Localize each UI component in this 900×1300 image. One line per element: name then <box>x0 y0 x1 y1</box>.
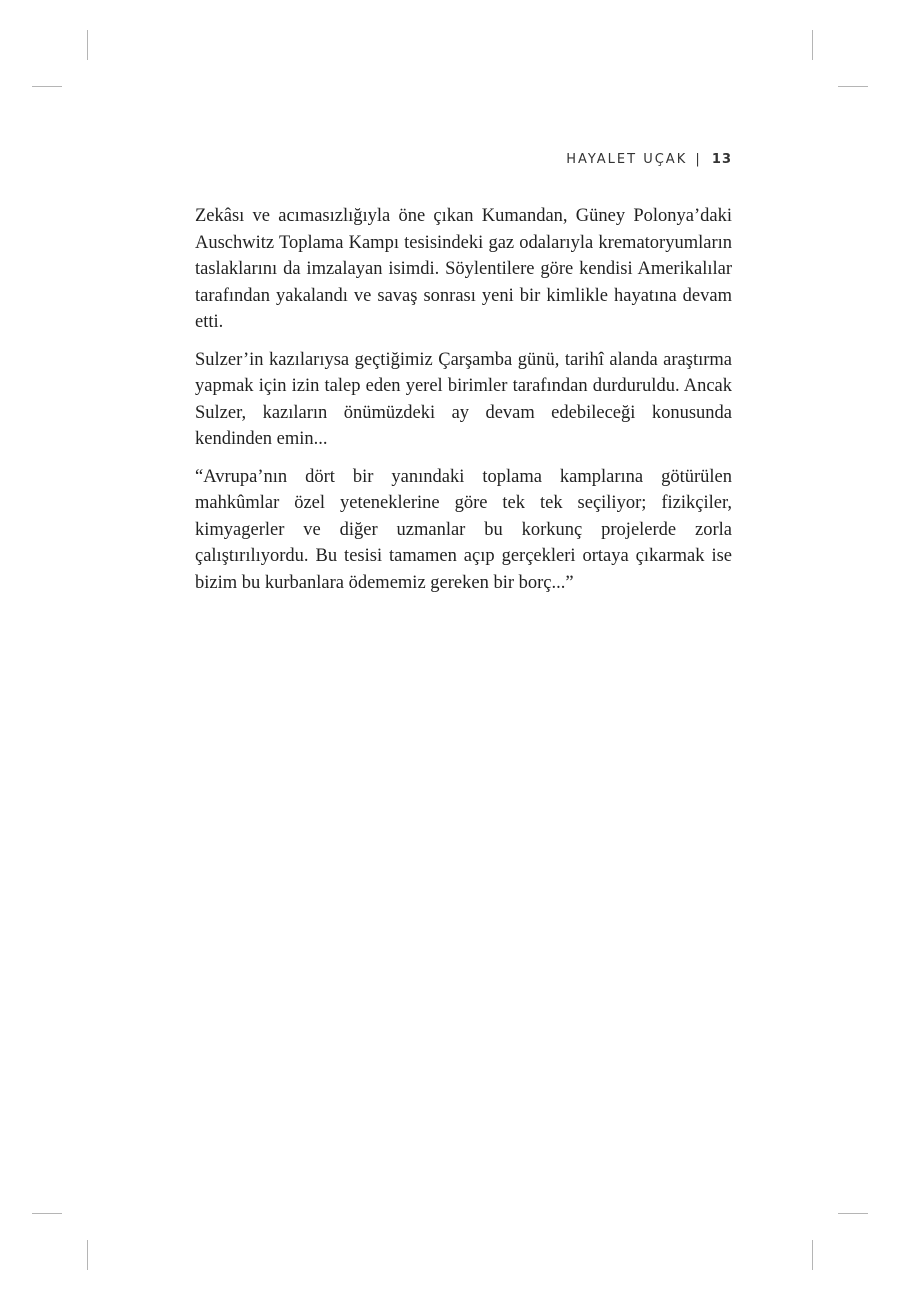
paragraph: “Avrupa’nın dört bir yanındaki toplama kamplarına götürülen mahkûmlar özel yeteneklerine göre tek tek seçiliyor; fizikçiler, kimyagerler ve diğer uzmanlar bu korkunç projelerde zorla çalıştırılıyordu. Bu tesisi tamamen açıp gerçekleri ortaya çıkarmak ise bizim bu kurbanlara ödememiz gereken bir borç...” <box>195 466 732 593</box>
paragraph: Sulzer’in kazılarıysa geçtiğimiz Çarşamba günü, tarihî alanda araştırma yapmak için izin talep eden yerel birimler tarafından durduruldu. Ancak Sulzer, kazıların önümüzdeki ay devam edebileceği konusunda kendinden emin... <box>195 349 732 449</box>
crop-mark-bottom-right-vertical <box>812 1240 813 1270</box>
crop-mark-top-left-horizontal <box>32 86 62 87</box>
crop-mark-top-right-vertical <box>812 30 813 60</box>
running-head-separator: | <box>695 152 702 167</box>
paragraph: Zekâsı ve acımasızlığıyla öne çıkan Kumandan, Güney Polonya’daki Auschwitz Toplama Kampı tesisindeki gaz odalarıyla krematoryumların taslaklarını da imzalayan isimdi. Söylentilere göre kendisi Amerikalılar tarafından yakalandı ve savaş sonrası yeni bir kimlikle hayatına devam etti. <box>195 206 732 332</box>
page-number: 13 <box>711 152 732 167</box>
running-head <box>566 152 732 167</box>
body-text <box>195 203 732 607</box>
crop-mark-top-left-vertical <box>87 30 88 60</box>
crop-mark-bottom-right-horizontal <box>838 1213 868 1214</box>
running-head-title: HAYALET UÇAK <box>566 152 688 167</box>
crop-mark-top-right-horizontal <box>838 86 868 87</box>
crop-mark-bottom-left-horizontal <box>32 1213 62 1214</box>
crop-mark-bottom-left-vertical <box>87 1240 88 1270</box>
